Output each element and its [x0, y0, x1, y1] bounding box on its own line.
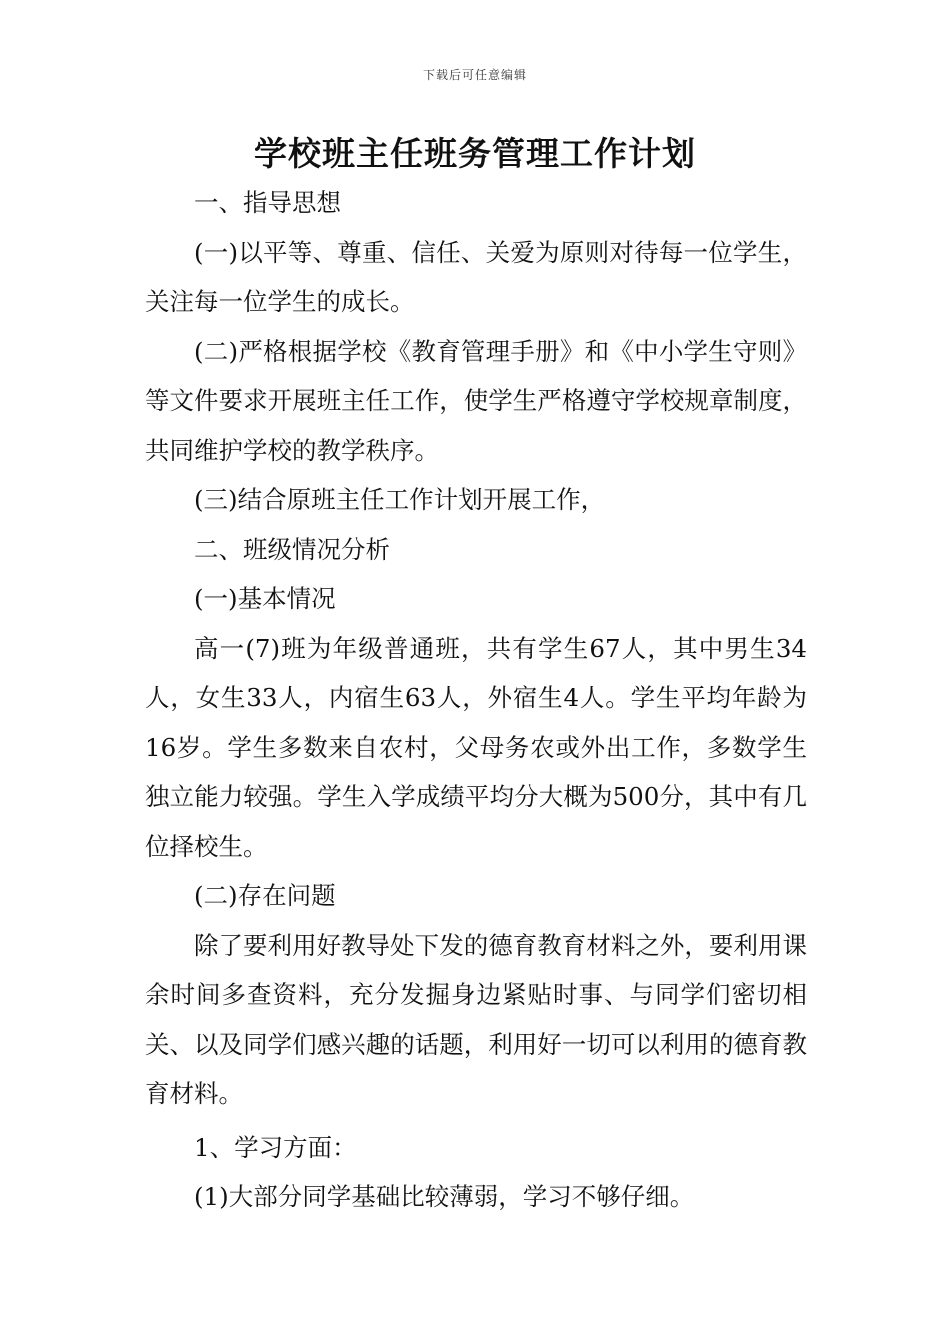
- paragraph: 除了要利用好教导处下发的德育教育材料之外，要利用课余时间多查资料，充分发掘身边紧贴时事、与同学们密切相关、以及同学们感兴趣的话题，利用好一切可以利用的德育教育材料。: [145, 930, 807, 1108]
- document-body: [145, 178, 807, 1222]
- subsection-heading: (一)基本情况: [194, 584, 336, 613]
- section-heading: 一、指导思想: [194, 188, 341, 217]
- list-heading: 1、学习方面：: [194, 1132, 357, 1162]
- document-title: 学校班主任班务管理工作计划: [254, 134, 696, 173]
- paragraph: (二)严格根据学校《教育管理手册》和《中小学生守则》等文件要求开展班主任工作，使学生严格遵守学校规章制度，共同维护学校的教学秩序。: [145, 336, 807, 465]
- section-heading: 二、班级情况分析: [194, 534, 390, 564]
- paragraph: (三)结合原班主任工作计划开展工作，: [194, 485, 606, 514]
- subsection-heading: (二)存在问题: [194, 881, 336, 910]
- page-header: 下载后可任意编辑: [422, 68, 527, 82]
- paragraph: (一)以平等、尊重、信任、关爱为原则对待每一位学生，关注每一位学生的成长。: [145, 237, 807, 316]
- list-item: (1)大部分同学基础比较薄弱，学习不够仔细。: [194, 1182, 695, 1211]
- paragraph: 高一(7)班为年级普通班，共有学生67人，其中男生34人，女生33人，内宿生63人，外宿生4人。学生平均年龄为16岁。学生多数来自农村，父母务农或外出工作，多数学生独立能力较强。学生入学成绩平均分大概为500分，其中有几位择校生。: [145, 633, 807, 861]
